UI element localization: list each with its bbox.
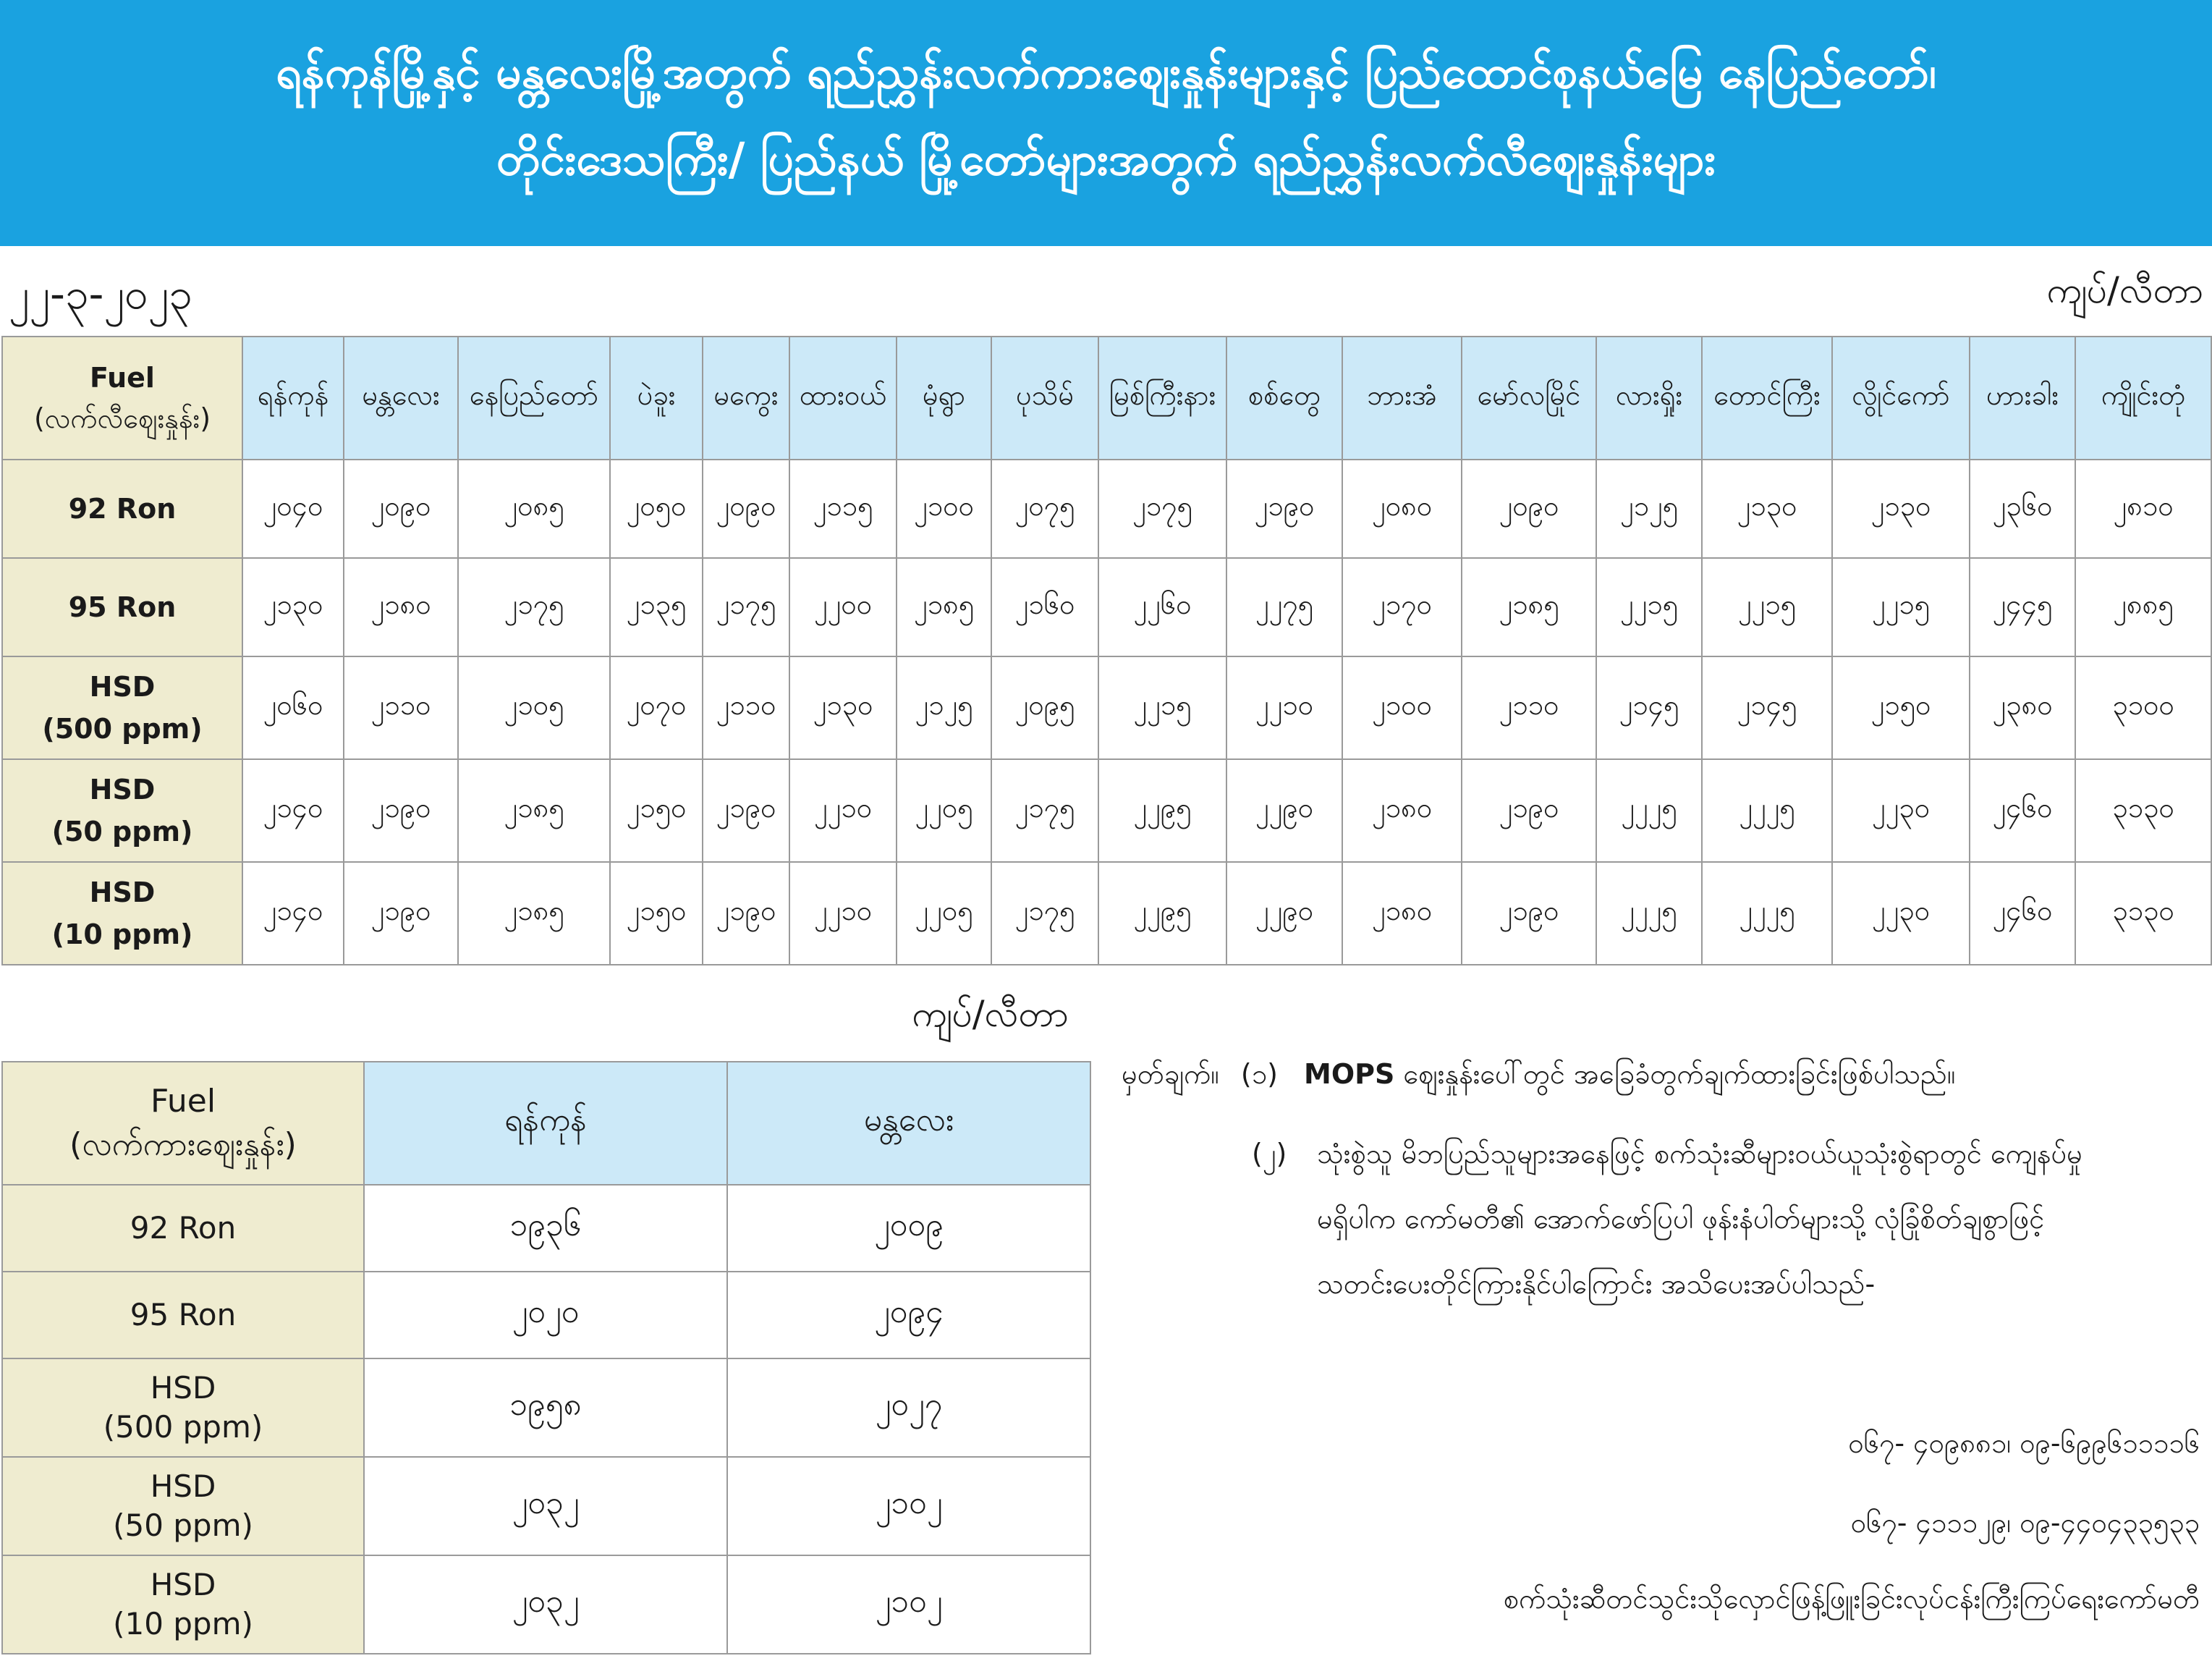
- price-cell: ၁၉၃၆: [364, 1185, 727, 1272]
- price-cell: ၂၀၂၇: [727, 1358, 1090, 1457]
- price-cell: ၂၀၈၀: [1342, 460, 1462, 558]
- table-row: [2, 558, 2211, 656]
- fuel-type-grade: (500 ppm): [103, 1409, 263, 1445]
- price-cell: ၂၁၈၀: [1342, 862, 1462, 965]
- city-header: မြစ်ကြီးနား: [1098, 337, 1226, 460]
- price-cell: ၂၁၉၀: [344, 862, 458, 965]
- city-header: မန္တလေး: [727, 1062, 1090, 1185]
- city-header: မန္တလေး: [344, 337, 458, 460]
- price-cell: ၂၂၉၀: [1226, 862, 1342, 965]
- price-cell: ၂၂၀၅: [897, 862, 991, 965]
- price-cell: ၂၁၀၂: [727, 1555, 1090, 1654]
- fuel-type-cell: [2, 656, 242, 759]
- fuel-type-cell: [2, 1358, 364, 1457]
- phone-numbers: ၀၆၇- ၄၀၉၈၈၁၊ ၀၉-၆၉၉၆၁၁၁၁၆: [1848, 1427, 2200, 1459]
- fuel-header-mm: (လက်ကားဈေးနှုန်း): [69, 1126, 297, 1163]
- page-title-line1: ရန်ကုန်မြို့နှင့် မန္တလေးမြို့အတွက် ရည်ညွှန်းလက်ကားဈေးနှုန်းများနှင့် ပြည်ထောင်စုနယ်မြေ နေပြည်တော်၊: [276, 46, 1936, 98]
- city-header: မုံရွာ: [897, 337, 991, 460]
- price-cell: ၂၂၇၅: [1226, 558, 1342, 656]
- city-header: ပုသိမ်: [991, 337, 1098, 460]
- unit-label-mid: ကျပ်/လီတာ: [912, 993, 1069, 1035]
- price-cell: ၂၁၃၀: [1832, 460, 1970, 558]
- fuel-type-grade: (10 ppm): [113, 1606, 253, 1641]
- price-cell: ၂၁၀၅: [458, 656, 610, 759]
- price-cell: ၂၂၂၅: [1702, 759, 1832, 862]
- price-cell: ၂၁၉၀: [1226, 460, 1342, 558]
- price-cell: ၂၁၀၀: [897, 460, 991, 558]
- title-banner: [0, 0, 2212, 246]
- price-cell: ၂၂၉၅: [1098, 759, 1226, 862]
- table-row: [2, 1457, 1090, 1555]
- page-title-line2: တိုင်းဒေသကြီး/ ပြည်နယ် မြို့တော်များအတွက် ရည်ညွှန်းလက်လီဈေးနှုန်းများ: [496, 132, 1716, 185]
- price-cell: ၂၂၁၅: [1098, 656, 1226, 759]
- price-cell: ၂၁၈၅: [458, 759, 610, 862]
- price-cell: ၂၁၇၅: [458, 558, 610, 656]
- price-cell: ၂၁၃၀: [789, 656, 897, 759]
- fuel-type-name: HSD: [150, 1567, 216, 1602]
- note-text: ဈေးနှုန်းပေါ်တွင် အခြေခံတွက်ချက်ထားခြင်းဖြစ်ပါသည်။: [1394, 1058, 1956, 1090]
- fuel-type-name: HSD: [150, 1468, 216, 1504]
- price-cell: ၂၁၇၀: [1342, 558, 1462, 656]
- fuel-header-en: Fuel: [90, 362, 155, 394]
- price-cell: ၂၀၉၀: [344, 460, 458, 558]
- fuel-type-cell: [2, 558, 242, 656]
- price-cell: ၂၁၂၅: [897, 656, 991, 759]
- city-header: ရန်ကုန်: [364, 1062, 727, 1185]
- city-header: ထားဝယ်: [789, 337, 897, 460]
- price-cell: ၂၁၈၅: [1462, 558, 1596, 656]
- fuel-type-cell: [2, 862, 242, 965]
- price-cell: ၁၉၅၈: [364, 1358, 727, 1457]
- wholesale-price-table: [1, 1061, 1091, 1654]
- price-cell: ၂၀၉၀: [703, 460, 789, 558]
- price-cell: ၂၂၃၀: [1832, 862, 1970, 965]
- price-cell: ၂၁၇၅: [991, 862, 1098, 965]
- city-header: လွိုင်ကော်: [1832, 337, 1970, 460]
- price-cell: ၂၁၉၀: [703, 759, 789, 862]
- price-cell: ၂၂၁၅: [1596, 558, 1702, 656]
- fuel-type-name: 95 Ron: [130, 1297, 237, 1332]
- price-cell: ၂၀၄၀: [242, 460, 344, 558]
- fuel-type-grade: (500 ppm): [42, 713, 203, 745]
- price-cell: ၂၁၉၀: [1462, 862, 1596, 965]
- price-cell: ၂၂၃၀: [1832, 759, 1970, 862]
- note-text: သတင်းပေးတိုင်ကြားနိုင်ပါကြောင်း အသိပေးအပ်ပါသည်-: [1317, 1268, 1876, 1300]
- fuel-type-name: HSD: [150, 1370, 216, 1406]
- price-cell: ၂၁၀၀: [1342, 656, 1462, 759]
- price-cell: ၂၁၃၀: [242, 558, 344, 656]
- price-cell: ၂၁၇၅: [991, 759, 1098, 862]
- fuel-type-grade: (50 ppm): [51, 816, 193, 848]
- price-cell: ၂၀၃၂: [364, 1555, 727, 1654]
- price-cell: ၃၁၃၀: [2075, 759, 2211, 862]
- price-cell: ၃၁၃၀: [2075, 862, 2211, 965]
- price-cell: ၂၀၀၉: [727, 1185, 1090, 1272]
- price-cell: ၂၂၂၅: [1596, 759, 1702, 862]
- committee-name: စက်သုံးဆီတင်သွင်းသိုလှောင်ဖြန့်ဖြူးခြင်းလုပ်ငန်းကြီးကြပ်ရေးကော်မတီ: [1503, 1583, 2200, 1615]
- price-cell: ၂၁၁၀: [1462, 656, 1596, 759]
- table-row: [2, 1358, 1090, 1457]
- price-cell: ၂၀၃၂: [364, 1457, 727, 1555]
- fuel-type-cell: [2, 1272, 364, 1358]
- table-row: [2, 1185, 1090, 1272]
- table-row: [2, 1555, 1090, 1654]
- fuel-column-header: [2, 337, 242, 460]
- table-row: [2, 862, 2211, 965]
- fuel-type-cell: [2, 1185, 364, 1272]
- fuel-type-name: 92 Ron: [130, 1210, 237, 1246]
- price-cell: ၂၂၂၅: [1702, 862, 1832, 965]
- city-header: ပဲခူး: [610, 337, 703, 460]
- price-cell: ၂၂၀၀: [789, 558, 897, 656]
- price-cell: ၂၁၈၀: [344, 558, 458, 656]
- fuel-type-cell: [2, 1457, 364, 1555]
- price-cell: ၂၀၂၀: [364, 1272, 727, 1358]
- price-cell: ၂၀၆၀: [242, 656, 344, 759]
- retail-header-row: [2, 337, 2211, 460]
- price-cell: ၂၄၆၀: [1970, 759, 2075, 862]
- price-cell: ၂၁၄၅: [1702, 656, 1832, 759]
- price-cell: ၂၁၅၀: [1832, 656, 1970, 759]
- price-cell: ၂၁၃၅: [610, 558, 703, 656]
- price-cell: ၂၁၅၀: [610, 862, 703, 965]
- price-cell: ၂၀၇၀: [610, 656, 703, 759]
- fuel-type-grade: (50 ppm): [113, 1508, 253, 1543]
- city-header: စစ်တွေ: [1226, 337, 1342, 460]
- price-cell: ၂၁၁၀: [703, 656, 789, 759]
- price-cell: ၂၁၄၀: [242, 759, 344, 862]
- price-cell: ၂၁၄၅: [1596, 656, 1702, 759]
- city-header: ရန်ကုန်: [242, 337, 344, 460]
- fuel-header-mm: (လက်လီဈေးနှုန်း): [33, 402, 211, 434]
- price-cell: ၂၀၅၀: [610, 460, 703, 558]
- note-number: (၂): [1252, 1138, 1287, 1170]
- price-cell: ၂၂၁၀: [789, 759, 897, 862]
- fuel-type-name: HSD: [89, 671, 156, 703]
- price-cell: ၂၁၈၀: [1342, 759, 1462, 862]
- date-label: ၂၂-၃-၂၀၂၃: [9, 269, 192, 318]
- price-cell: ၂၂၁၀: [789, 862, 897, 965]
- wholesale-header-row: [2, 1062, 1090, 1185]
- fuel-column-header: [2, 1062, 364, 1185]
- price-cell: ၂၁၁၅: [789, 460, 897, 558]
- price-cell: ၂၀၉၀: [1462, 460, 1596, 558]
- city-header: ဘားအံ: [1342, 337, 1462, 460]
- city-header: လားရှိုး: [1596, 337, 1702, 460]
- price-cell: ၃၁၀၀: [2075, 656, 2211, 759]
- city-header: မော်လမြိုင်: [1462, 337, 1596, 460]
- fuel-type-cell: [2, 759, 242, 862]
- city-header: ဟားခါး: [1970, 337, 2075, 460]
- fuel-type-grade: (10 ppm): [51, 918, 193, 950]
- price-cell: ၂၁၉၀: [703, 862, 789, 965]
- price-cell: ၂၄၄၅: [1970, 558, 2075, 656]
- price-cell: ၂၂၉၀: [1226, 759, 1342, 862]
- price-cell: ၂၈၁၀: [2075, 460, 2211, 558]
- price-cell: ၂၁၇၅: [703, 558, 789, 656]
- city-header: ကျိုင်းတုံ: [2075, 337, 2211, 460]
- price-cell: ၂၁၇၅: [1098, 460, 1226, 558]
- fuel-header-en: Fuel: [150, 1083, 216, 1120]
- price-cell: ၂၀၇၅: [991, 460, 1098, 558]
- table-row: [2, 759, 2211, 862]
- fuel-type-name: HSD: [89, 876, 156, 908]
- note-text: မရှိပါက ကော်မတီ၏ အောက်ဖော်ပြပါ ဖုန်းနံပါတ်များသို့ လုံခြုံစိတ်ချစွာဖြင့်: [1317, 1203, 2045, 1235]
- price-cell: ၂၁၃၀: [1702, 460, 1832, 558]
- price-cell: ၂၁၂၅: [1596, 460, 1702, 558]
- price-cell: ၂၀၉၄: [727, 1272, 1090, 1358]
- fuel-type-cell: [2, 460, 242, 558]
- table-row: [2, 1272, 1090, 1358]
- price-cell: ၂၂၁၅: [1702, 558, 1832, 656]
- notes-label: မှတ်ချက်။: [1122, 1058, 1219, 1090]
- price-cell: ၂၃၈၀: [1970, 656, 2075, 759]
- price-cell: ၂၁၁၀: [344, 656, 458, 759]
- price-cell: ၂၂၆၀: [1098, 558, 1226, 656]
- price-cell: ၂၀၉၅: [991, 656, 1098, 759]
- price-cell: ၂၂၀၅: [897, 759, 991, 862]
- price-cell: ၂၁၀၂: [727, 1457, 1090, 1555]
- price-cell: ၂၂၁၅: [1832, 558, 1970, 656]
- price-cell: ၂၂၁၀: [1226, 656, 1342, 759]
- price-cell: ၂၁၆၀: [991, 558, 1098, 656]
- fuel-type-name: HSD: [89, 774, 156, 806]
- price-cell: ၂၁၈၅: [458, 862, 610, 965]
- price-cell: ၂၀၈၅: [458, 460, 610, 558]
- price-cell: ၂၂၂၅: [1596, 862, 1702, 965]
- price-cell: ၂၁၅၀: [610, 759, 703, 862]
- unit-label-top: ကျပ်/လီတာ: [2046, 269, 2203, 311]
- note-text: သုံးစွဲသူ မိဘပြည်သူများအနေဖြင့် စက်သုံးဆီများဝယ်ယူသုံးစွဲရာတွင် ကျေနပ်မှု: [1317, 1138, 2082, 1170]
- fuel-type-cell: [2, 1555, 364, 1654]
- city-header: တောင်ကြီး: [1702, 337, 1832, 460]
- price-cell: ၂၁၉၀: [344, 759, 458, 862]
- note-mops: MOPS: [1304, 1058, 1395, 1090]
- phone-numbers: ၀၆၇- ၄၁၁၁၂၉၊ ၀၉-၄၄၀၄၃၃၅၃၃: [1850, 1507, 2200, 1539]
- retail-price-table: [1, 336, 2212, 965]
- city-header: မကွေး: [703, 337, 789, 460]
- price-cell: ၂၁၉၀: [1462, 759, 1596, 862]
- note-number: (၁): [1240, 1058, 1278, 1090]
- fuel-type-name: 92 Ron: [68, 493, 177, 525]
- price-cell: ၂၁၄၀: [242, 862, 344, 965]
- price-cell: ၂၈၈၅: [2075, 558, 2211, 656]
- table-row: [2, 656, 2211, 759]
- price-cell: ၂၄၆၀: [1970, 862, 2075, 965]
- city-header: နေပြည်တော်: [458, 337, 610, 460]
- price-cell: ၂၃၆၀: [1970, 460, 2075, 558]
- fuel-type-name: 95 Ron: [68, 591, 177, 623]
- price-cell: ၂၁၈၅: [897, 558, 991, 656]
- table-row: [2, 460, 2211, 558]
- price-cell: ၂၂၉၅: [1098, 862, 1226, 965]
